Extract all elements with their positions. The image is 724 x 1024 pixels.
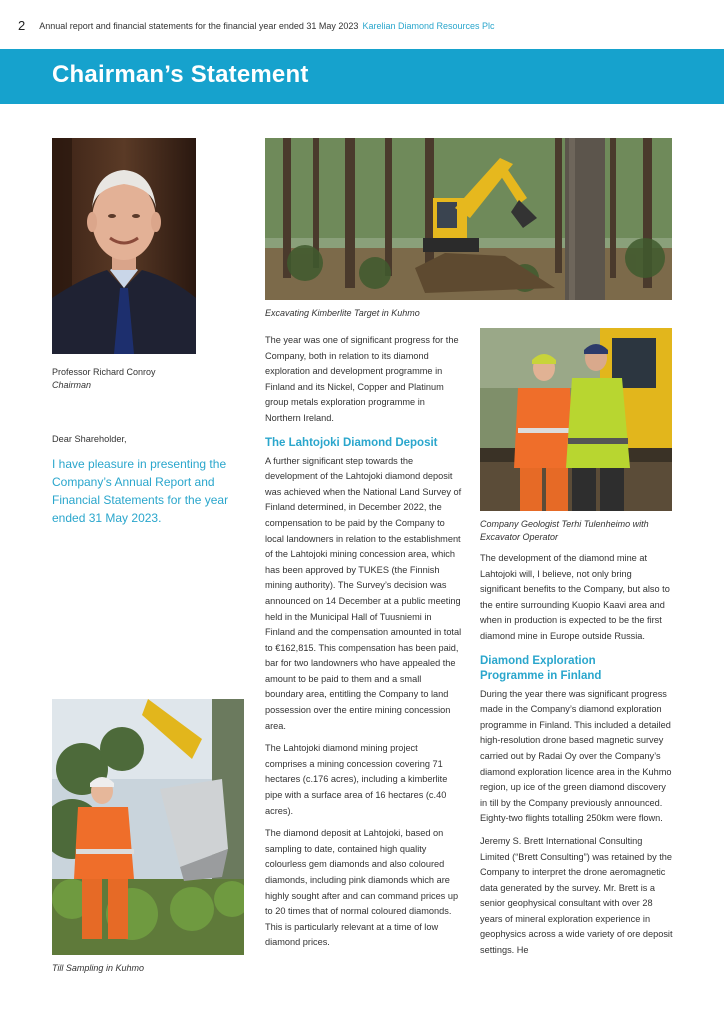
lahtojoki-paragraph-2: The Lahtojoki diamond mining project comprises a mining concession covering 71 hectares (c.176 acres), including a kimberlite pipe with a surface area of 16 hectares (c.40 acres). bbox=[265, 743, 448, 816]
report-title: Annual report and financial statements for the financial year ended 31 May 2023 bbox=[39, 21, 359, 31]
geologist-photo bbox=[480, 328, 672, 511]
column-2 bbox=[265, 333, 462, 958]
exploration-paragraph-1: During the year there was significant progress made in the Company’s diamond exploration programme in Finland. This included a detailed high-resolution drone based magnetic survey carried out by Radai Oy over the Company’s diamond exploration licence area in the Kuhmo region, up ice of the green diamond discovery in till by the Company previously announced. Eighty-two flights totalling 250km were flown. bbox=[480, 688, 672, 824]
excavator-photo bbox=[265, 138, 672, 300]
company-name: Karelian Diamond Resources Plc bbox=[362, 21, 495, 31]
lahtojoki-paragraph-3: The diamond deposit at Lahtojoki, based on sampling to date, contained high quality colourless gem diamonds and also coloured diamonds, including pink diamonds which are highly sought after and can command prices up to 20 times that of normal coloured diamonds. This is particularly relevant at a time of low diamond prices. bbox=[265, 828, 459, 948]
lahtojoki-paragraph-1: A further significant step towards the development of the Lahtojoki diamond deposit was achieved when the National Land Survey of Finland determined, in December 2022, the compensation to be paid by the Company to local landowners in relation to the establishment of the Lahtojoki mining concession area, which has been approved by TUKES (the Finnish mining authority). The Survey’s decision was announced on 14 December at a public meeting held in the Municipal Hall of Tuusniemi in Finland and the compensation amounted in total to €162,815. This compensation has been paid, bar for two landowners who have appealed the amount to be paid to them and a small boundary area, entitling the Company to land possession over the entire mining concession area. bbox=[265, 455, 462, 731]
exploration-paragraph-2: Jeremy S. Brett International Consulting Limited (“Brett Consulting”) was retained by the Company to interpret the drone aeromagnetic data generated by the survey. Mr. Brett is a senior geophysical consultant with over 28 years of mineral exploration experience in geophysics across a wide variety of ore deposit settings. He bbox=[480, 835, 673, 956]
chairman-role: Chairman bbox=[52, 380, 92, 390]
lead-paragraph: I have pleasure in presenting the Company’s Annual Report and Financial Statements for the year ended 31 May 2023. bbox=[52, 457, 229, 525]
till-sampling-photo bbox=[52, 699, 244, 955]
till-sampling-caption: Till Sampling in Kuhmo bbox=[52, 963, 144, 973]
title-banner bbox=[0, 49, 724, 104]
exploration-heading: Diamond Exploration Programme in Finland bbox=[480, 654, 602, 682]
chairman-portrait bbox=[52, 138, 196, 354]
page-header bbox=[18, 18, 495, 33]
lahtojoki-heading: The Lahtojoki Diamond Deposit bbox=[265, 436, 438, 449]
mine-paragraph: The development of the diamond mine at Lahtojoki will, I believe, not only bring significant benefits to the Company, but also to the entire surrounding Kuopio Kaavi area and when in production is expected to be the first diamond mine in Europe outside Russia. bbox=[480, 553, 670, 641]
salutation: Dear Shareholder, bbox=[52, 434, 127, 444]
page-title: Chairman’s Statement bbox=[52, 61, 309, 88]
excavator-caption: Excavating Kimberlite Target in Kuhmo bbox=[265, 308, 420, 318]
page-number: 2 bbox=[18, 18, 26, 33]
chairman-name: Professor Richard Conroy bbox=[52, 367, 156, 377]
geologist-caption: Company Geologist Terhi Tulenheimo with Excavator Operator bbox=[480, 519, 649, 542]
chairman-name-block bbox=[52, 366, 202, 392]
intro-paragraph: The year was one of significant progress for the Company, both in relation to its diamond exploration and development programme in Finland and its Nickel, Copper and Platinum group metals exploration programme in Northern Ireland. bbox=[265, 335, 459, 423]
column-3 bbox=[480, 551, 674, 966]
